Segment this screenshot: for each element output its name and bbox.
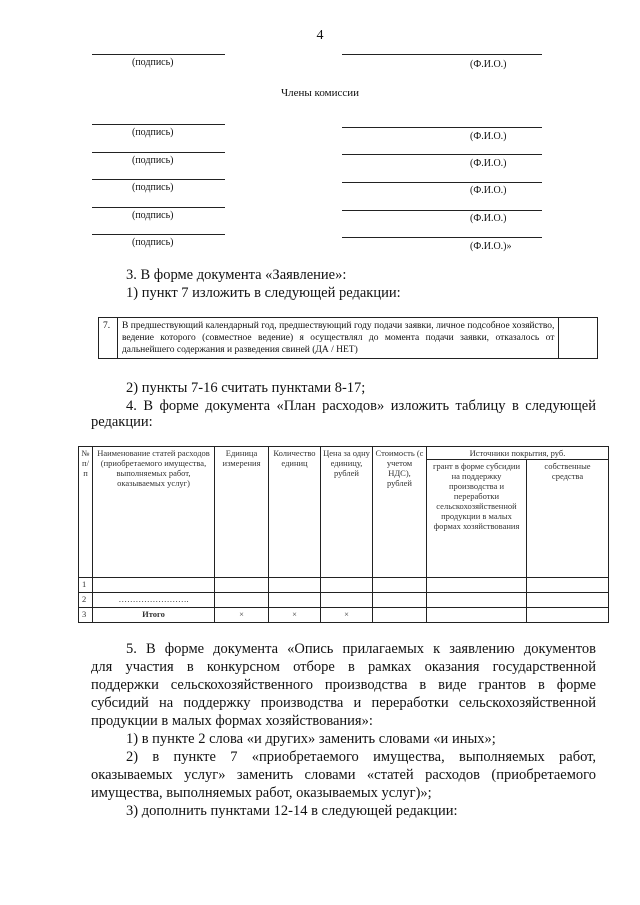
item-text: В предшествующий календарный год, предшествующий году подачи заявки, личное подсобное хозяйство, ведение которого (совместное ведение) я осуществлял до момента подачи заявки, отказалось от дальнейшего содержания и разведения свиней (ДА / НЕТ) bbox=[117, 318, 558, 359]
paragraph-5-2-line-1: 2) в пункте 7 «приобретаемого имущества, выполняемых работ, bbox=[126, 749, 596, 765]
name-line bbox=[342, 127, 542, 128]
col-header-own: собственные средства bbox=[527, 460, 609, 578]
col-header-cost: Стоимость (с учетом НДС), рублей bbox=[373, 447, 427, 578]
table-row: 2 ……………………. bbox=[79, 593, 609, 608]
name-caption: (Ф.И.О.) bbox=[470, 185, 507, 196]
item-number: 7. bbox=[99, 318, 118, 359]
paragraph-5-3: 3) дополнить пунктами 12-14 в следующей редакции: bbox=[126, 803, 458, 819]
signature-line bbox=[92, 207, 225, 208]
col-header-name: Наименование статей расходов (приобретаемого имущества, выполняемых работ, оказываемых услуг) bbox=[93, 447, 215, 578]
name-caption: (Ф.И.О.) bbox=[470, 158, 507, 169]
paragraph-5-line-1: 5. В форме документа «Опись прилагаемых к заявлению документов bbox=[126, 641, 596, 657]
expense-plan-table bbox=[78, 446, 609, 623]
paragraph-5-2-line-3: имущества, выполняемых работ, оказываемых услуг)»; bbox=[91, 785, 432, 801]
table-row-total: 3 Итого × × × bbox=[79, 608, 609, 623]
col-header-num: № п/п bbox=[79, 447, 93, 578]
signature-caption: (подпись) bbox=[132, 155, 174, 166]
paragraph-5-1: 1) в пункте 2 слова «и других» заменить словами «и иных»; bbox=[126, 731, 496, 747]
signature-line bbox=[92, 124, 225, 125]
name-line bbox=[342, 182, 542, 183]
paragraph-3-1: 1) пункт 7 изложить в следующей редакции: bbox=[126, 285, 401, 301]
name-line bbox=[342, 210, 542, 211]
page-number: 4 bbox=[316, 28, 324, 43]
item-answer-cell bbox=[559, 318, 598, 359]
paragraph-5-line-2: для участия в конкурсном отборе в рамках оказания государственной bbox=[91, 659, 596, 675]
paragraph-5-line-5: продукции в малых формах хозяйствования»: bbox=[91, 713, 373, 729]
paragraph-4-line-2: редакции: bbox=[91, 414, 153, 430]
col-header-price: Цена за одну единицу, рублей bbox=[321, 447, 373, 578]
name-caption: (Ф.И.О.) bbox=[470, 131, 507, 142]
signature-line bbox=[92, 54, 225, 55]
paragraph-3-2: 2) пункты 7-16 считать пунктами 8-17; bbox=[126, 380, 366, 396]
signature-caption: (подпись) bbox=[132, 210, 174, 221]
signature-line bbox=[92, 179, 225, 180]
signature-line bbox=[92, 234, 225, 235]
signature-line bbox=[92, 152, 225, 153]
commission-heading: Члены комиссии bbox=[280, 87, 359, 99]
col-header-grant: грант в форме субсидии на поддержку производства и переработки сельскохозяйственной продукции в малых формах хозяйствования bbox=[427, 460, 527, 578]
col-header-qty: Количество единиц bbox=[269, 447, 321, 578]
name-caption: (Ф.И.О.)» bbox=[470, 241, 512, 252]
signature-caption: (подпись) bbox=[132, 57, 174, 68]
col-header-sources: Источники покрытия, руб. bbox=[427, 447, 609, 460]
paragraph-5-line-4: субсидий на поддержку производства и переработки сельскохозяйственной bbox=[91, 695, 596, 711]
name-caption: (Ф.И.О.) bbox=[470, 213, 507, 224]
name-line bbox=[342, 237, 542, 238]
item-7-table bbox=[98, 317, 598, 359]
col-header-unit: Единица измерения bbox=[215, 447, 269, 578]
paragraph-3: 3. В форме документа «Заявление»: bbox=[126, 267, 347, 283]
signature-caption: (подпись) bbox=[132, 127, 174, 138]
table-row: 1 bbox=[79, 578, 609, 593]
name-caption: (Ф.И.О.) bbox=[470, 59, 507, 70]
signature-caption: (подпись) bbox=[132, 237, 174, 248]
name-line bbox=[342, 154, 542, 155]
paragraph-4-line-1: 4. В форме документа «План расходов» изложить таблицу в следующей bbox=[126, 398, 596, 414]
name-line bbox=[342, 54, 542, 55]
paragraph-5-2-line-2: оказываемых услуг» заменить словами «статей расходов (приобретаемого bbox=[91, 767, 596, 783]
paragraph-5-line-3: поддержки сельскохозяйственного производства в виде грантов в форме bbox=[91, 677, 596, 693]
signature-caption: (подпись) bbox=[132, 182, 174, 193]
